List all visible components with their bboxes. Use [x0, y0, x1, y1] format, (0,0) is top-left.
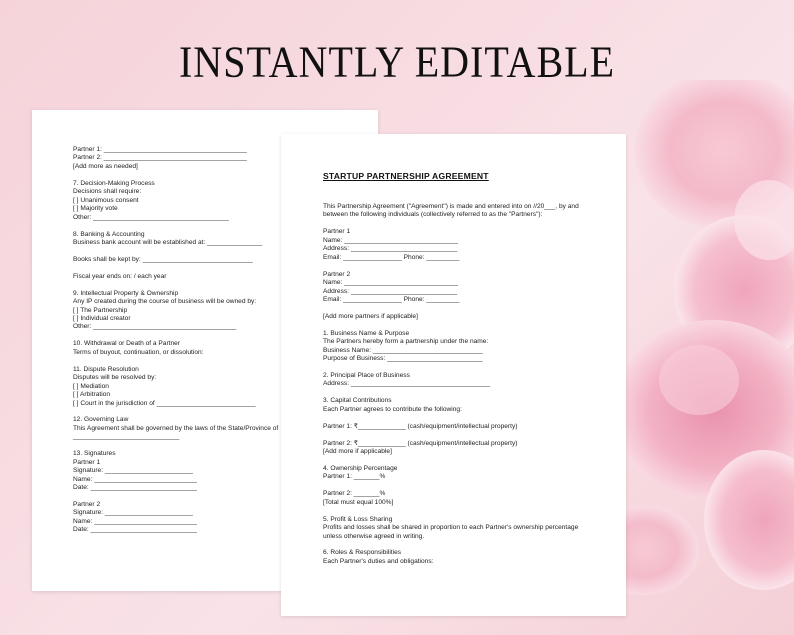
document-line: Partner 2: _______________________________________	[73, 154, 247, 162]
document-line: This Partnership Agreement ("Agreement") is made and entered into on //20___, by and	[323, 203, 579, 210]
document-line: Terms of buyout, continuation, or dissolution:	[73, 348, 204, 356]
document-line: [Add more as needed]	[73, 162, 138, 170]
document-line: 4. Ownership Percentage	[323, 464, 398, 472]
document-line: Date: _____________________________	[73, 526, 197, 534]
document-line: 5. Profit & Loss Sharing	[323, 515, 393, 523]
document-page-right	[281, 134, 626, 616]
document-line: 6. Roles & Responsibilities	[323, 549, 402, 557]
document-line: Signature: ________________________	[73, 509, 193, 517]
document-line: Any IP created during the course of business will be owned by:	[73, 298, 257, 306]
document-line: Address: _____________________________	[323, 245, 458, 253]
document-line: Disputes will be resolved by:	[73, 374, 157, 382]
document-line: 8. Banking & Accounting	[73, 230, 145, 238]
document-line: 9. Intellectual Property & Ownership	[73, 289, 179, 297]
document-line: Partner 2	[73, 500, 101, 508]
document-line: [ ] Court in the jurisdiction of ___________________________	[73, 399, 256, 407]
document-line: [ ] Majority vote	[73, 205, 118, 213]
document-line: Books shall be kept by: ______________________________	[73, 255, 253, 263]
document-line: Purpose of Business: __________________________	[323, 355, 483, 363]
document-line: _____________________________	[73, 433, 180, 441]
document-line: This Agreement shall be governed by the laws of the State/Province of	[73, 424, 279, 432]
document-line: Decisions shall require:	[73, 188, 142, 196]
document-line: Partner 1	[73, 458, 101, 466]
document-line: Partner 1: ₹_____________ (cash/equipment/intellectual property)	[323, 422, 518, 430]
document-line: Address: ______________________________________	[323, 380, 491, 388]
document-line: Address: _____________________________	[323, 287, 458, 295]
document-line: [Add more if applicable]	[323, 448, 392, 456]
document-line: Other: _____________________________________	[73, 213, 229, 221]
document-line: The Partners hereby form a partnership under the name:	[323, 338, 489, 346]
document-line: Email: ________________ Phone: _________	[323, 253, 460, 261]
document-line: [ ] Unanimous consent	[73, 196, 139, 204]
document-line: Name: ____________________________	[73, 517, 197, 525]
document-line: Partner 1: _______________________________________	[73, 146, 247, 153]
document-line: Name: ____________________________	[73, 475, 197, 483]
document-line: Each Partner agrees to contribute the following:	[323, 405, 462, 413]
document-line: Partner 1	[323, 228, 351, 236]
document-line: Other: _______________________________________	[73, 323, 237, 331]
document-line: 11. Dispute Resolution	[73, 365, 139, 373]
document-line: [Total must equal 100%]	[323, 498, 394, 506]
document-line: Business bank account will be established at: _______________	[73, 238, 263, 246]
document-line: Email: ________________ Phone: _________	[323, 295, 460, 303]
document-line: 3. Capital Contributions	[323, 397, 392, 405]
document-line: Signature: ________________________	[73, 467, 193, 475]
document-line: Name: _______________________________	[323, 236, 458, 244]
document-line: [ ] Mediation	[73, 382, 109, 390]
document-line: Name: _______________________________	[323, 279, 458, 287]
document-line: Date: _____________________________	[73, 484, 197, 491]
document-line: 10. Withdrawal or Death of a Partner	[73, 340, 181, 348]
document-line: between the following individuals (collectively referred to as the "Partners"):	[323, 211, 543, 219]
document-line: Partner 1: _______%	[323, 473, 386, 481]
document-title: STARTUP PARTNERSHIP AGREEMENT	[323, 171, 489, 181]
document-line: Profits and losses shall be shared in proportion to each Partner's ownership percentage	[323, 524, 579, 532]
document-line: Partner 2	[323, 270, 351, 278]
document-line: Each Partner's duties and obligations:	[323, 557, 434, 565]
document-line: [ ] Arbitration	[73, 391, 111, 399]
headline: INSTANTLY EDITABLE	[178, 36, 616, 87]
document-line: 1. Business Name & Purpose	[323, 329, 410, 337]
document-line: [Add more partners if applicable]	[323, 312, 418, 320]
document-line: 12. Governing Law	[73, 416, 129, 424]
document-line: Partner 2: _______%	[323, 490, 386, 498]
document-line: 2. Principal Place of Business	[323, 372, 410, 379]
document-line: Fiscal year ends on: / each year	[73, 272, 167, 280]
document-line: unless otherwise agreed in writing.	[323, 532, 425, 540]
document-line: Business Name: ______________________________	[323, 346, 483, 354]
document-line: [ ] Individual creator	[73, 315, 131, 322]
document-line: Partner 2: ₹_____________ (cash/equipment/intellectual property)	[323, 439, 518, 447]
document-line: [ ] The Partnership	[73, 306, 128, 314]
document-line: 7. Decision-Making Process	[73, 179, 155, 187]
document-line: 13. Signatures	[73, 450, 116, 458]
